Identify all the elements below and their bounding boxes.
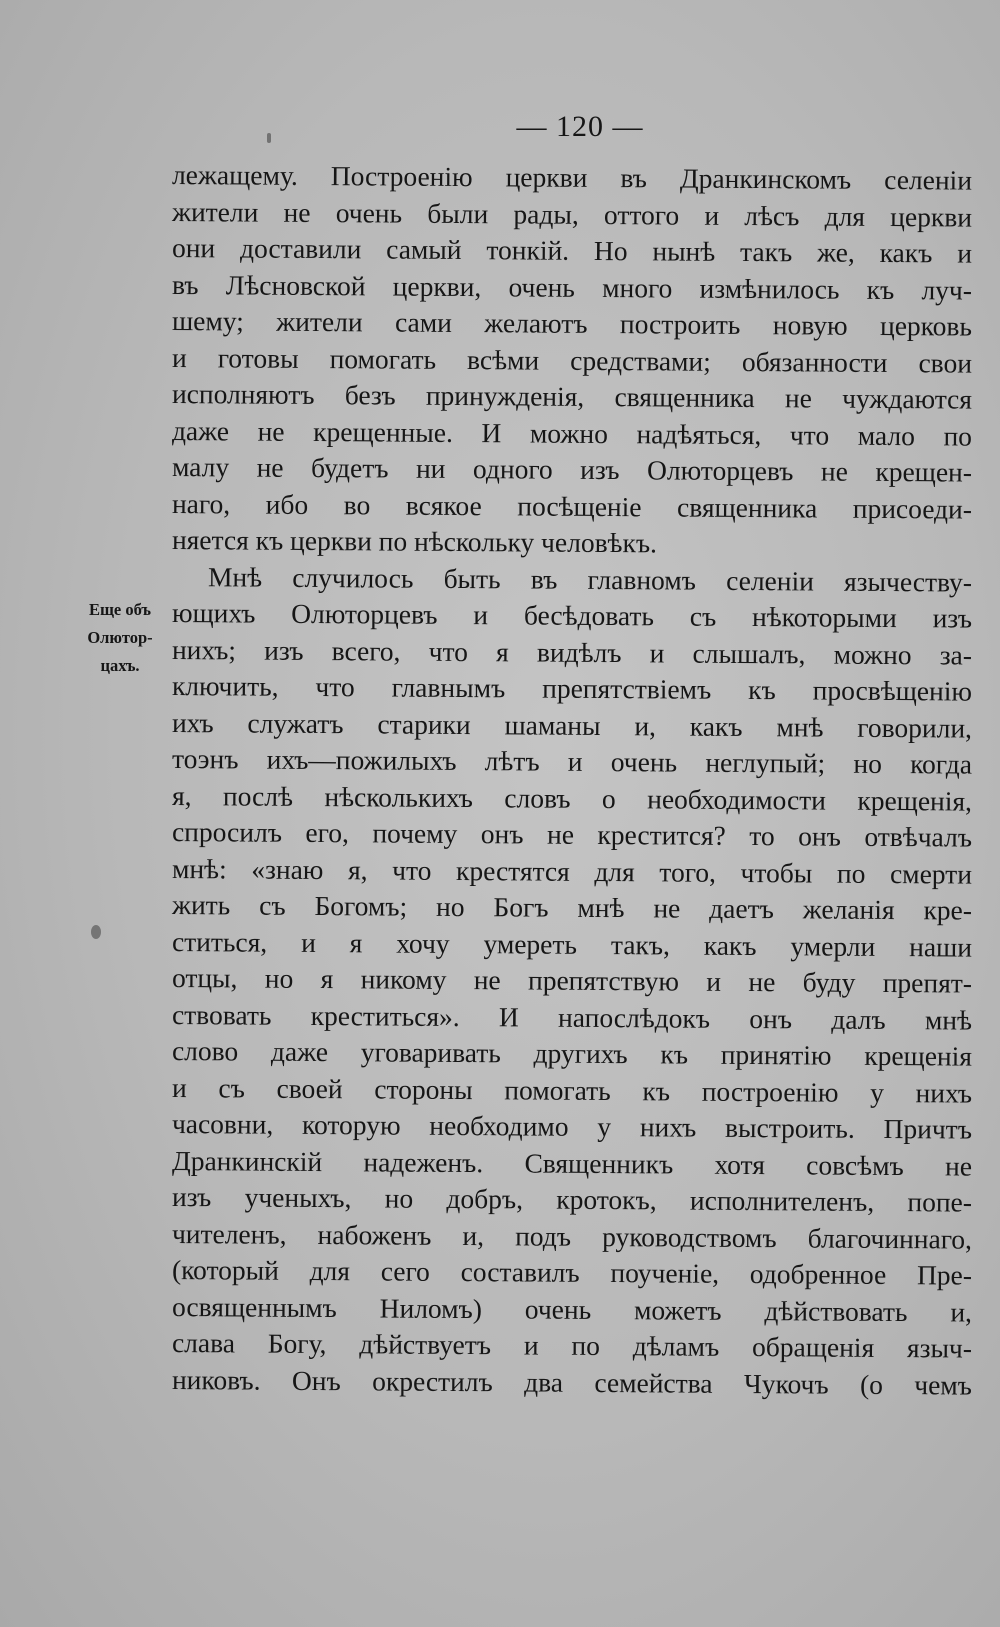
text-line: они доставили самый тонкій. Но нынѣ такъ же, какъ и <box>171 232 973 269</box>
text-line: жить съ Богомъ; но Богъ мнѣ не даетъ желанія кре- <box>171 889 973 926</box>
text-line: я, послѣ нѣсколькихъ словъ о необходимости крещенія, <box>171 779 973 817</box>
text-line: ститься, и я хочу умереть такъ, какъ умерли наши <box>171 925 973 963</box>
text-line: изъ ученыхъ, но добръ, кротокъ, исполнителенъ, попе- <box>171 1181 973 1218</box>
text-line: въ Лѣсновской церкви, очень много измѣнилось къ луч- <box>171 268 973 306</box>
text-line: шему; жители сами желаютъ построить новую церковь <box>171 305 973 342</box>
text-line: исполняютъ безъ принужденія, священника не чуждаются <box>171 378 973 415</box>
text-line: няется къ церкви по нѣскольку человѣкъ. <box>171 524 658 559</box>
page-number: — 120 — <box>516 110 644 143</box>
text-line: ихъ служатъ старики шаманы и, какъ мнѣ говорили, <box>171 706 973 744</box>
text-line: Дранкинскій надеженъ. Священникъ хотя совсѣмъ не <box>171 1144 973 1182</box>
text-line: нихъ; изъ всего, что я видѣлъ и слышалъ, можно за- <box>171 633 973 671</box>
text-line: никовъ. Онъ окрестилъ два семейства Чукочъ (о чемъ <box>171 1363 973 1401</box>
text-line: ющихъ Олюторцевъ и бесѣдовать съ нѣкоторыми изъ <box>171 597 973 634</box>
text-line: (который для сего составилъ поученіе, одобренное Пре- <box>171 1254 973 1291</box>
text-line: лежащему. Построенію церкви въ Дранкинскомъ селеніи <box>171 159 973 196</box>
text-line: ствовать креститься». И напослѣдокъ онъ далъ мнѣ <box>171 998 973 1036</box>
margin-note-line: Олютор- <box>87 628 153 647</box>
text-line: Мнѣ случилось быть въ главномъ селеніи язычеству- <box>207 560 973 598</box>
text-line: мнѣ: «знаю я, что крестятся для того, чтобы по смерти <box>171 852 973 890</box>
text-line: чителенъ, набоженъ и, подъ руководствомъ благочиннаго, <box>171 1217 973 1255</box>
body-text <box>171 157 973 1401</box>
text-line: тоэнъ ихъ—пожилыхъ лѣтъ и очень неглупый; но когда <box>171 743 973 780</box>
text-line: слово даже уговаривать другихъ къ принятію крещенія <box>171 1035 973 1072</box>
text-line: даже не крещенные. И можно надѣяться, что мало по <box>171 414 973 452</box>
text-line: ключить, что главнымъ препятствіемъ къ просвѣщенію <box>171 670 973 707</box>
margin-note-line: Еще объ <box>88 600 152 619</box>
text-line: часовни, которую необходимо у нихъ выстроить. Причтъ <box>171 1108 973 1145</box>
margin-note <box>70 596 170 680</box>
text-line: малу не будетъ ни одного изъ Олюторцевъ не крещен- <box>171 451 973 488</box>
text-line: освященнымъ Ниломъ) очень можетъ дѣйствовать и, <box>171 1290 973 1328</box>
text-line: жители не очень были рады, оттого и лѣсъ для церкви <box>171 195 973 233</box>
text-line: и готовы помогать всѣми средствами; обязанности свои <box>171 341 973 379</box>
text-line: наго, ибо во всякое посѣщеніе священника присоеди- <box>171 487 973 525</box>
margin-note-line: цахъ. <box>100 656 140 675</box>
text-line: отцы, но я никому не препятствую и не буду препят- <box>171 962 973 999</box>
text-line: спросилъ его, почему онъ не крестится? то онъ отвѣчалъ <box>171 816 973 853</box>
text-line: и съ своей стороны помогать къ построенію у нихъ <box>171 1071 973 1109</box>
text-line: слава Богу, дѣйствуетъ и по дѣламъ обращенія языч- <box>171 1327 973 1364</box>
ink-blot <box>91 925 101 939</box>
